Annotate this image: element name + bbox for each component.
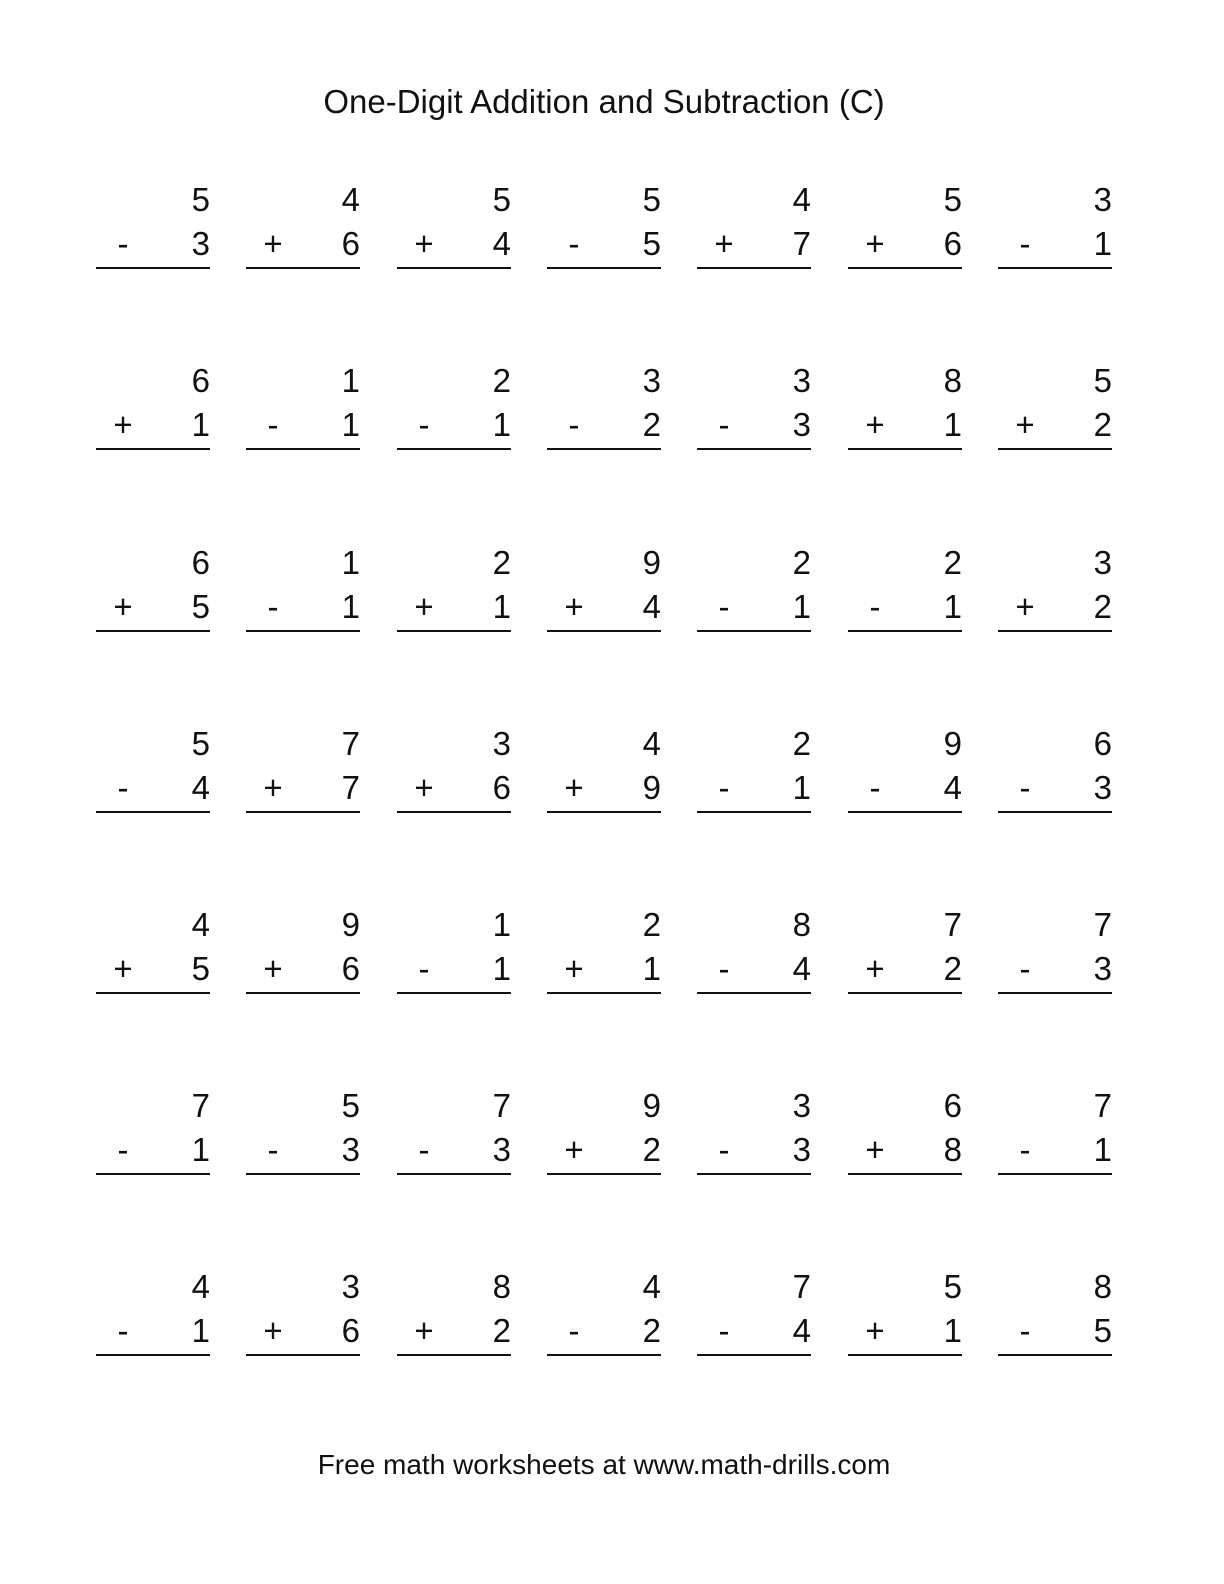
problem <box>96 1267 210 1363</box>
top-number: 9 <box>943 725 962 762</box>
top-number: 9 <box>341 906 360 943</box>
problem <box>246 1086 360 1182</box>
operator-sign: - <box>117 1131 129 1168</box>
problem <box>848 543 962 639</box>
bottom-number: 1 <box>341 588 360 625</box>
answer-line <box>96 630 210 632</box>
bottom-number: 1 <box>792 769 811 806</box>
problem <box>998 180 1112 276</box>
operator-sign: + <box>865 1312 885 1349</box>
answer-line <box>547 1173 661 1175</box>
problem <box>697 543 811 639</box>
operator-sign: - <box>1019 1131 1031 1168</box>
operator-sign: + <box>564 950 584 987</box>
top-number: 2 <box>943 544 962 581</box>
problem <box>547 543 661 639</box>
operator-sign: - <box>267 406 279 443</box>
bottom-number: 5 <box>1093 1312 1112 1349</box>
operator-sign: + <box>865 950 885 987</box>
answer-line <box>848 267 962 269</box>
answer-line <box>397 811 511 813</box>
problem <box>848 724 962 820</box>
answer-line <box>998 992 1112 994</box>
answer-line <box>697 1354 811 1356</box>
answer-line <box>848 811 962 813</box>
answer-line <box>547 630 661 632</box>
bottom-number: 6 <box>341 950 360 987</box>
problem <box>397 361 511 457</box>
operator-sign: + <box>263 225 283 262</box>
operator-sign: - <box>418 1131 430 1168</box>
operator-sign: + <box>564 588 584 625</box>
top-number: 8 <box>792 906 811 943</box>
problem <box>397 905 511 1001</box>
top-number: 8 <box>492 1268 511 1305</box>
top-number: 8 <box>1093 1268 1112 1305</box>
operator-sign: - <box>869 769 881 806</box>
problem <box>547 1267 661 1363</box>
problem <box>246 543 360 639</box>
answer-line <box>246 448 360 450</box>
bottom-number: 1 <box>792 588 811 625</box>
operator-sign: + <box>263 1312 283 1349</box>
answer-line <box>547 811 661 813</box>
problem <box>96 543 210 639</box>
answer-line <box>246 1173 360 1175</box>
top-number: 6 <box>191 362 210 399</box>
bottom-number: 1 <box>1093 225 1112 262</box>
top-number: 8 <box>943 362 962 399</box>
problem <box>697 1086 811 1182</box>
operator-sign: + <box>865 225 885 262</box>
bottom-number: 2 <box>642 406 661 443</box>
operator-sign: - <box>1019 1312 1031 1349</box>
answer-line <box>547 267 661 269</box>
answer-line <box>246 267 360 269</box>
answer-line <box>998 1173 1112 1175</box>
top-number: 9 <box>642 544 661 581</box>
operator-sign: + <box>564 769 584 806</box>
top-number: 3 <box>1093 544 1112 581</box>
top-number: 1 <box>341 362 360 399</box>
top-number: 7 <box>492 1087 511 1124</box>
operator-sign: - <box>568 225 580 262</box>
operator-sign: + <box>113 588 133 625</box>
problem <box>397 1267 511 1363</box>
bottom-number: 6 <box>943 225 962 262</box>
bottom-number: 3 <box>792 1131 811 1168</box>
top-number: 3 <box>792 362 811 399</box>
operator-sign: + <box>414 769 434 806</box>
problem <box>397 724 511 820</box>
operator-sign: + <box>113 406 133 443</box>
answer-line <box>697 448 811 450</box>
problem <box>397 180 511 276</box>
answer-line <box>246 992 360 994</box>
top-number: 3 <box>492 725 511 762</box>
problem <box>246 724 360 820</box>
answer-line <box>697 992 811 994</box>
problem <box>96 180 210 276</box>
problem <box>848 905 962 1001</box>
answer-line <box>397 448 511 450</box>
top-number: 5 <box>191 725 210 762</box>
operator-sign: - <box>418 950 430 987</box>
answer-line <box>697 630 811 632</box>
problem <box>697 724 811 820</box>
top-number: 7 <box>1093 1087 1112 1124</box>
top-number: 6 <box>943 1087 962 1124</box>
problem <box>998 905 1112 1001</box>
operator-sign: + <box>263 950 283 987</box>
bottom-number: 7 <box>792 225 811 262</box>
top-number: 1 <box>341 544 360 581</box>
problem <box>547 905 661 1001</box>
answer-line <box>96 267 210 269</box>
answer-line <box>246 811 360 813</box>
bottom-number: 3 <box>792 406 811 443</box>
operator-sign: + <box>865 406 885 443</box>
operator-sign: - <box>568 1312 580 1349</box>
answer-line <box>998 267 1112 269</box>
bottom-number: 3 <box>492 1131 511 1168</box>
bottom-number: 4 <box>943 769 962 806</box>
answer-line <box>397 992 511 994</box>
bottom-number: 1 <box>1093 1131 1112 1168</box>
problem <box>547 180 661 276</box>
top-number: 3 <box>792 1087 811 1124</box>
problem <box>998 724 1112 820</box>
top-number: 2 <box>792 544 811 581</box>
bottom-number: 1 <box>492 950 511 987</box>
top-number: 5 <box>642 181 661 218</box>
operator-sign: - <box>869 588 881 625</box>
problem <box>96 1086 210 1182</box>
bottom-number: 1 <box>341 406 360 443</box>
top-number: 5 <box>943 181 962 218</box>
problem <box>998 543 1112 639</box>
top-number: 5 <box>191 181 210 218</box>
bottom-number: 1 <box>492 406 511 443</box>
operator-sign: - <box>117 1312 129 1349</box>
problem <box>96 905 210 1001</box>
operator-sign: + <box>113 950 133 987</box>
problem <box>697 905 811 1001</box>
top-number: 4 <box>341 181 360 218</box>
bottom-number: 4 <box>792 950 811 987</box>
top-number: 7 <box>1093 906 1112 943</box>
answer-line <box>96 811 210 813</box>
top-number: 2 <box>492 544 511 581</box>
bottom-number: 5 <box>191 950 210 987</box>
problem <box>848 1267 962 1363</box>
answer-line <box>848 630 962 632</box>
problem <box>246 1267 360 1363</box>
answer-line <box>547 992 661 994</box>
top-number: 7 <box>191 1087 210 1124</box>
answer-line <box>697 267 811 269</box>
top-number: 3 <box>642 362 661 399</box>
operator-sign: + <box>1015 588 1035 625</box>
operator-sign: - <box>418 406 430 443</box>
operator-sign: - <box>1019 769 1031 806</box>
bottom-number: 1 <box>191 1312 210 1349</box>
operator-sign: - <box>718 950 730 987</box>
top-number: 5 <box>1093 362 1112 399</box>
top-number: 7 <box>341 725 360 762</box>
operator-sign: + <box>263 769 283 806</box>
top-number: 6 <box>191 544 210 581</box>
top-number: 5 <box>492 181 511 218</box>
problem <box>246 905 360 1001</box>
top-number: 7 <box>943 906 962 943</box>
bottom-number: 4 <box>642 588 661 625</box>
top-number: 4 <box>642 1268 661 1305</box>
bottom-number: 2 <box>1093 588 1112 625</box>
answer-line <box>998 811 1112 813</box>
top-number: 4 <box>191 1268 210 1305</box>
problem <box>397 1086 511 1182</box>
bottom-number: 1 <box>191 406 210 443</box>
problem <box>96 361 210 457</box>
answer-line <box>96 448 210 450</box>
operator-sign: + <box>414 588 434 625</box>
answer-line <box>998 448 1112 450</box>
answer-line <box>397 1173 511 1175</box>
problem <box>96 724 210 820</box>
bottom-number: 8 <box>943 1131 962 1168</box>
problem <box>547 1086 661 1182</box>
bottom-number: 7 <box>341 769 360 806</box>
answer-line <box>96 1173 210 1175</box>
operator-sign: - <box>267 588 279 625</box>
bottom-number: 1 <box>943 406 962 443</box>
top-number: 2 <box>642 906 661 943</box>
bottom-number: 4 <box>492 225 511 262</box>
bottom-number: 1 <box>642 950 661 987</box>
answer-line <box>397 267 511 269</box>
problem <box>848 1086 962 1182</box>
bottom-number: 6 <box>341 1312 360 1349</box>
top-number: 9 <box>642 1087 661 1124</box>
bottom-number: 5 <box>642 225 661 262</box>
problem <box>848 180 962 276</box>
operator-sign: - <box>1019 950 1031 987</box>
answer-line <box>246 630 360 632</box>
operator-sign: - <box>718 588 730 625</box>
bottom-number: 5 <box>191 588 210 625</box>
bottom-number: 3 <box>341 1131 360 1168</box>
page-title: One-Digit Addition and Subtraction (C) <box>323 83 885 120</box>
top-number: 2 <box>792 725 811 762</box>
problem <box>998 1086 1112 1182</box>
top-number: 5 <box>943 1268 962 1305</box>
operator-sign: - <box>267 1131 279 1168</box>
operator-sign: - <box>1019 225 1031 262</box>
top-number: 4 <box>642 725 661 762</box>
operator-sign: + <box>865 1131 885 1168</box>
operator-sign: + <box>564 1131 584 1168</box>
problem <box>547 361 661 457</box>
problem <box>697 1267 811 1363</box>
bottom-number: 1 <box>492 588 511 625</box>
operator-sign: - <box>718 406 730 443</box>
bottom-number: 2 <box>943 950 962 987</box>
problem <box>998 361 1112 457</box>
answer-line <box>96 992 210 994</box>
operator-sign: - <box>117 225 129 262</box>
operator-sign: - <box>568 406 580 443</box>
top-number: 6 <box>1093 725 1112 762</box>
answer-line <box>848 1354 962 1356</box>
answer-line <box>697 811 811 813</box>
problem <box>697 180 811 276</box>
bottom-number: 6 <box>341 225 360 262</box>
bottom-number: 1 <box>191 1131 210 1168</box>
footer-text: Free math worksheets at www.math-drills.com <box>317 1449 891 1480</box>
answer-line <box>547 1354 661 1356</box>
problem <box>246 361 360 457</box>
answer-line <box>246 1354 360 1356</box>
bottom-number: 1 <box>943 1312 962 1349</box>
operator-sign: - <box>117 769 129 806</box>
answer-line <box>96 1354 210 1356</box>
bottom-number: 4 <box>792 1312 811 1349</box>
problem <box>397 543 511 639</box>
top-number: 2 <box>492 362 511 399</box>
answer-line <box>397 1354 511 1356</box>
problem <box>998 1267 1112 1363</box>
bottom-number: 2 <box>642 1131 661 1168</box>
bottom-number: 3 <box>1093 769 1112 806</box>
answer-line <box>697 1173 811 1175</box>
operator-sign: + <box>1015 406 1035 443</box>
answer-line <box>848 448 962 450</box>
bottom-number: 3 <box>191 225 210 262</box>
bottom-number: 2 <box>1093 406 1112 443</box>
top-number: 3 <box>341 1268 360 1305</box>
operator-sign: - <box>718 1131 730 1168</box>
bottom-number: 2 <box>642 1312 661 1349</box>
operator-sign: + <box>714 225 734 262</box>
bottom-number: 1 <box>943 588 962 625</box>
bottom-number: 6 <box>492 769 511 806</box>
top-number: 4 <box>191 906 210 943</box>
problem <box>697 361 811 457</box>
top-number: 1 <box>492 906 511 943</box>
bottom-number: 3 <box>1093 950 1112 987</box>
top-number: 5 <box>341 1087 360 1124</box>
operator-sign: + <box>414 225 434 262</box>
bottom-number: 2 <box>492 1312 511 1349</box>
answer-line <box>397 630 511 632</box>
answer-line <box>998 630 1112 632</box>
answer-line <box>998 1354 1112 1356</box>
top-number: 7 <box>792 1268 811 1305</box>
bottom-number: 9 <box>642 769 661 806</box>
operator-sign: + <box>414 1312 434 1349</box>
top-number: 4 <box>792 181 811 218</box>
operator-sign: - <box>718 1312 730 1349</box>
answer-line <box>848 992 962 994</box>
operator-sign: - <box>718 769 730 806</box>
top-number: 3 <box>1093 181 1112 218</box>
answer-line <box>848 1173 962 1175</box>
problem <box>547 724 661 820</box>
bottom-number: 4 <box>191 769 210 806</box>
answer-line <box>547 448 661 450</box>
problem <box>848 361 962 457</box>
problem <box>246 180 360 276</box>
